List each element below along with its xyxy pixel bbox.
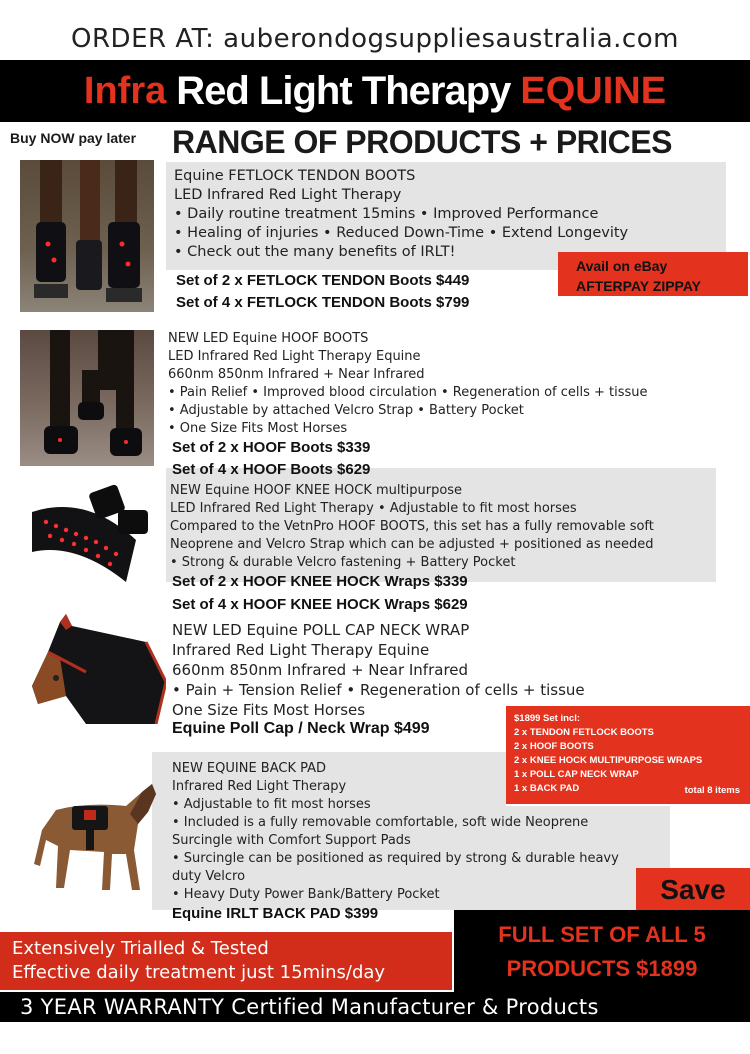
fetlock-price-4: Set of 4 x FETLOCK TENDON Boots $799 xyxy=(176,294,470,311)
back-pad-horse-photo xyxy=(26,780,162,892)
hoof-price-2: Set of 2 x HOOF Boots $339 xyxy=(172,439,371,456)
knee-hock-description xyxy=(170,482,730,572)
hoof-price-4: Set of 4 x HOOF Boots $629 xyxy=(172,461,371,478)
back-pad-horse-illustration xyxy=(26,780,162,892)
fetlock-line-3: • Daily routine treatment 15mins • Improved Performance xyxy=(174,206,599,222)
trialled-line-1: Extensively Trialled & Tested xyxy=(12,938,269,959)
fetlock-line-2: LED Infrared Red Light Therapy xyxy=(174,187,402,203)
order-url-heading: ORDER AT: auberondogsuppliesaustralia.com xyxy=(71,24,679,54)
poll-cap-price: Equine Poll Cap / Neck Wrap $499 xyxy=(172,720,430,737)
knee-hock-price-4: Set of 4 x HOOF KNEE HOCK Wraps $629 xyxy=(172,596,468,613)
range-heading: RANGE OF PRODUCTS + PRICES xyxy=(172,124,672,160)
hoof-boots-photo xyxy=(20,330,154,466)
hoof-line-2: LED Infrared Red Light Therapy Equine xyxy=(168,349,421,364)
set-line-1: $1899 Set incl: xyxy=(514,713,581,724)
poll-cap-horse-illustration xyxy=(26,612,166,724)
hoof-legs-illustration xyxy=(20,330,154,466)
fetlock-line-1: Equine FETLOCK TENDON BOOTS xyxy=(174,168,416,184)
title-equine: EQUINE xyxy=(520,69,667,112)
back-pad-line-7: duty Velcro xyxy=(172,869,246,884)
poll-cap-description xyxy=(172,620,732,720)
back-pad-line-8: • Heavy Duty Power Bank/Battery Pocket xyxy=(172,887,440,902)
set-total: total 8 items xyxy=(684,785,740,796)
ebay-label: Avail on eBay xyxy=(576,258,668,274)
poll-cap-photo xyxy=(26,612,166,724)
knee-hock-line-3: Compared to the VetnPro HOOF BOOTS, this set has a fully removable soft xyxy=(170,519,654,534)
poll-cap-line-3: 660nm 850nm Infrared + Near Infrared xyxy=(172,661,469,679)
set-line-4: 2 x KNEE HOCK MULTIPURPOSE WRAPS xyxy=(514,755,703,766)
knee-hock-line-5: • Strong & durable Velcro fastening + Battery Pocket xyxy=(170,555,516,570)
set-line-2: 2 x TENDON FETLOCK BOOTS xyxy=(514,727,654,738)
afterpay-label: AFTERPAY ZIPPAY xyxy=(576,278,702,294)
knee-hock-line-2: LED Infrared Red Light Therapy • Adjustable to fit most horses xyxy=(170,501,577,516)
back-pad-description xyxy=(172,760,672,904)
hoof-line-3: 660nm 850nm Infrared + Near Infrared xyxy=(168,367,425,382)
hoof-line-6: • One Size Fits Most Horses xyxy=(168,421,348,436)
fetlock-line-4: • Healing of injuries • Reduced Down-Time • Extend Longevity xyxy=(174,225,629,241)
poll-cap-line-4: • Pain + Tension Relief • Regeneration of cells + tissue xyxy=(172,681,585,699)
hoof-line-5: • Adjustable by attached Velcro Strap • Battery Pocket xyxy=(168,403,524,418)
knee-hock-wraps-photo xyxy=(26,482,160,582)
buy-now-pay-later: Buy NOW pay later xyxy=(10,130,137,146)
knee-hock-wraps-illustration xyxy=(26,482,160,582)
ebay-afterpay-badge xyxy=(558,252,748,296)
set-line-3: 2 x HOOF BOOTS xyxy=(514,741,594,752)
fetlock-legs-illustration xyxy=(20,160,154,312)
hoof-line-1: NEW LED Equine HOOF BOOTS xyxy=(168,331,369,346)
hoof-line-4: • Pain Relief • Improved blood circulation • Regeneration of cells + tissue xyxy=(168,385,648,400)
fetlock-price-2: Set of 2 x FETLOCK TENDON Boots $449 xyxy=(176,272,470,289)
poll-cap-line-2: Infrared Red Light Therapy Equine xyxy=(172,641,430,659)
save-badge: Save xyxy=(636,868,750,912)
trialled-line-2: Effective daily treatment just 15mins/day xyxy=(12,962,386,983)
knee-hock-price-2: Set of 2 x HOOF KNEE HOCK Wraps $339 xyxy=(172,573,468,590)
knee-hock-line-4: Neoprene and Velcro Strap which can be adjusted + positioned as needed xyxy=(170,537,654,552)
knee-hock-line-1: NEW Equine HOOF KNEE HOCK multipurpose xyxy=(170,483,463,498)
back-pad-line-5: Surcingle with Comfort Support Pads xyxy=(172,833,411,848)
back-pad-line-4: • Included is a fully removable comfortable, soft wide Neoprene xyxy=(172,815,589,830)
poll-cap-line-1: NEW LED Equine POLL CAP NECK WRAP xyxy=(172,621,470,639)
full-set-line-2: PRODUCTS $1899 xyxy=(506,956,698,981)
hoof-boots-description xyxy=(168,330,728,438)
title-red-light-therapy: Red Light Therapy xyxy=(176,68,511,113)
warranty-footer: 3 YEAR WARRANTY Certified Manufacturer & Products xyxy=(0,992,750,1022)
trialled-banner xyxy=(0,932,452,990)
full-set-line-1: FULL SET OF ALL 5 xyxy=(498,922,706,947)
back-pad-line-2: Infrared Red Light Therapy xyxy=(172,779,347,794)
full-set-offer xyxy=(454,910,750,992)
fetlock-description xyxy=(174,167,734,262)
set-line-5: 1 x POLL CAP NECK WRAP xyxy=(514,769,639,780)
fetlock-boots-photo xyxy=(20,160,154,312)
set-line-6: 1 x BACK PAD xyxy=(514,783,580,794)
back-pad-line-3: • Adjustable to fit most horses xyxy=(172,797,371,812)
back-pad-line-6: • Surcingle can be positioned as required by strong & durable heavy xyxy=(172,851,619,866)
fetlock-line-5: • Check out the many benefits of IRLT! xyxy=(174,244,456,260)
title-banner xyxy=(0,60,750,122)
back-pad-price: Equine IRLT BACK PAD $399 xyxy=(172,905,379,922)
poll-cap-line-5: One Size Fits Most Horses xyxy=(172,701,366,719)
back-pad-line-1: NEW EQUINE BACK PAD xyxy=(172,761,327,776)
title-infra: Infra xyxy=(83,69,167,112)
